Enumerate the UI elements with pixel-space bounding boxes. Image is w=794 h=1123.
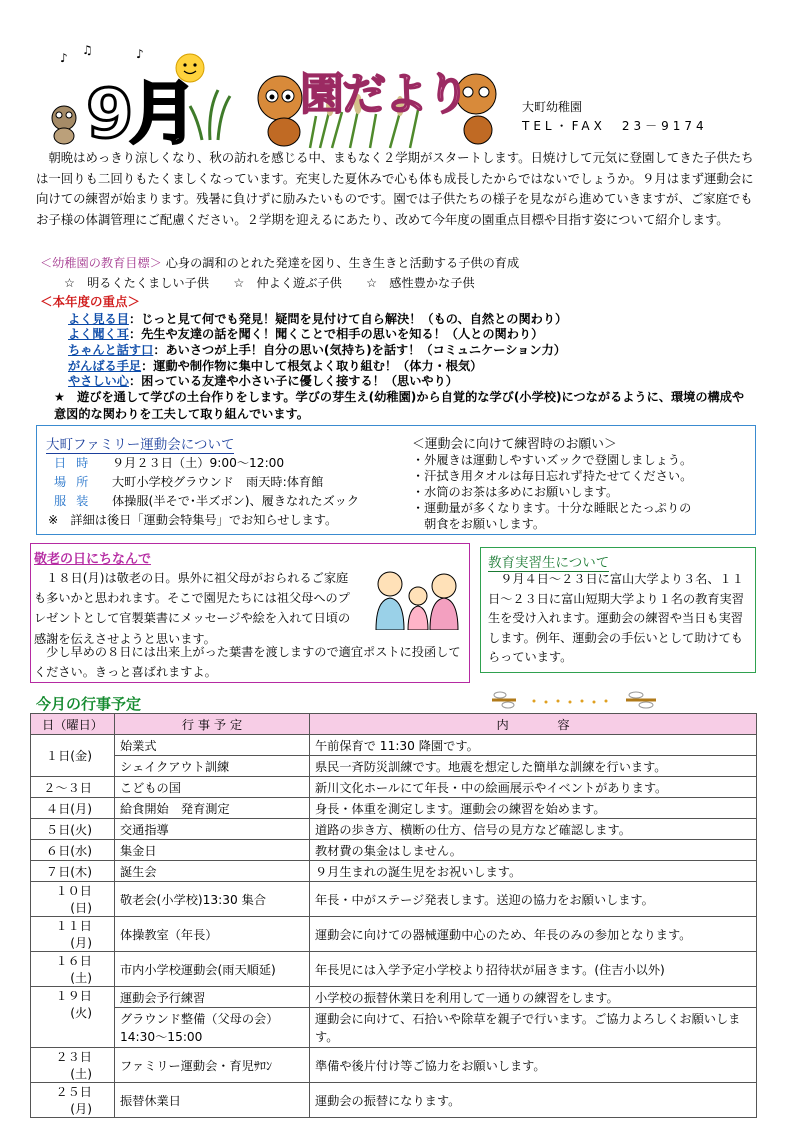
focus-text: ：困っている友達や小さい子に優しく接する！（思いやり） <box>128 374 458 388</box>
column-header-event: 行 事 予 定 <box>115 714 310 735</box>
sports-detail-date <box>54 454 284 471</box>
detail-label: 場所 <box>54 475 99 489</box>
detail-label: 服装 <box>54 494 99 508</box>
practice-request-item: ・外履きは運動しやすいズックで登園しましょう。 <box>412 453 693 467</box>
row-event: ファミリー運動会・育児ｻﾛﾝ <box>115 1048 310 1083</box>
schedule-header-row <box>31 714 757 735</box>
detail-label: 日時 <box>54 456 99 470</box>
row-date: ２５日(月) <box>31 1083 115 1118</box>
focus-item <box>68 341 566 358</box>
row-detail: 県民一斉防災訓練です。地震を想定した簡単な訓練を行います。 <box>310 756 757 777</box>
row-date: ４日(月) <box>31 798 115 819</box>
practicum-body: ９月４日～２３日に富山大学より３名、１１日～２３日に富山短期大学より１名の教育実習生を受け入れます。運動会の練習や当日も実習します。例年、運動会の手伝いとして助けてもらっています。 <box>488 572 744 665</box>
row-event: シェイクアウト訓練 <box>115 756 310 777</box>
detail-value: 体操服(半そで･半ズボン)、履きなれたズック <box>112 494 360 508</box>
sports-detail-clothing <box>54 492 359 509</box>
column-header-detail: 内 容 <box>310 714 757 735</box>
row-detail: ９月生まれの誕生児をお祝いします。 <box>310 861 757 882</box>
focus-item <box>68 325 543 342</box>
grandparents-illustration-icon <box>370 566 464 630</box>
table-row <box>31 840 757 861</box>
header <box>0 0 794 154</box>
sports-day-title: 大町ファミリー運動会について <box>46 433 234 454</box>
row-detail: 年長・中がステージ発表します。送迎の協力をお願いします。 <box>310 882 757 917</box>
table-row <box>31 735 757 756</box>
sports-detail-place <box>54 473 323 490</box>
education-goals <box>40 254 519 271</box>
row-event: 始業式 <box>115 735 310 756</box>
table-row <box>31 882 757 917</box>
row-event: 誕生会 <box>115 861 310 882</box>
respect-aged-day-body: １８日(月)は敬老の日。県外に祖父母がおられるご家庭も多いかと思われます。そこで園児たちには祖父母へのプレゼントとして官製葉書にメッセージや絵を入れて日頃の感謝を伝えさせようと思います。 <box>34 571 351 646</box>
table-row <box>31 756 757 777</box>
focus-text: ：先生や友達の話を聞く！聞くことで相手の思いを知る！（人との関わり） <box>128 327 544 341</box>
row-detail: 準備や後片付け等ご協力をお願いします。 <box>310 1048 757 1083</box>
education-goals-list: ☆ 明るくたくましい子供 ☆ 仲よく遊ぶ子供 ☆ 感性豊かな子供 <box>64 276 475 290</box>
focus-item <box>68 372 458 389</box>
row-event: 給食開始 発育測定 <box>115 798 310 819</box>
table-row <box>31 777 757 798</box>
education-goals-heading: ＜幼稚園の教育目標＞ <box>40 256 162 270</box>
table-row <box>31 861 757 882</box>
table-row <box>31 917 757 952</box>
newsletter-title: 園だより <box>300 69 468 120</box>
row-date: １１日(月) <box>31 917 115 952</box>
row-detail: 年長児には入学予定小学校より招待状が届きます。(住吉小以外) <box>310 952 757 987</box>
row-event: 交通指導 <box>115 819 310 840</box>
row-date: １９日(火) <box>31 987 115 1048</box>
row-event: 体操教室（年長） <box>115 917 310 952</box>
svg-text:♫: ♫ <box>82 43 93 57</box>
practice-request-item: ・水筒のお茶は多めにお願いします。 <box>412 485 619 499</box>
education-goals-text: 心身の調和のとれた発達を図り、生き生きと活動する子供の育成 <box>165 256 520 270</box>
table-row <box>31 1048 757 1083</box>
respect-aged-day-tail: 少し早めの８日には出来上がった葉書を渡しますので適宜ポストに投函してください。きっと喜ばれますよ。 <box>34 645 461 680</box>
row-detail: 小学校の振替休業日を利用して一通りの練習をします。 <box>310 987 757 1008</box>
focus-key: ちゃんと話す口 <box>68 343 154 357</box>
row-detail: 道路の歩き方、横断の仕方、信号の見方など確認します。 <box>310 819 757 840</box>
row-date: ２～３日 <box>31 777 115 798</box>
row-detail: 身長・体重を測定します。運動会の練習を始めます。 <box>310 798 757 819</box>
detail-value: 大町小学校グラウンド 雨天時:体育館 <box>112 475 324 489</box>
row-date: １６日(土) <box>31 952 115 987</box>
row-event: 敬老会(小学校)13:30 集合 <box>115 882 310 917</box>
row-detail: 教材費の集金はしません。 <box>310 840 757 861</box>
row-detail: 午前保育で 11:30 降園です。 <box>310 735 757 756</box>
detail-value: ９月２３日（土）9:00～12:00 <box>112 456 285 470</box>
row-event: 集金日 <box>115 840 310 861</box>
table-row <box>31 1083 757 1118</box>
row-event: グラウンド整備（父母の会）14:30～15:00 <box>115 1008 310 1048</box>
row-detail: 運動会に向けての器械運動中心のため、年長のみの参加となります。 <box>310 917 757 952</box>
row-date: ６日(水) <box>31 840 115 861</box>
focus-text: ：じっと見て何でも発見！疑問を見付けて自ら解決！（もの、自然との関わり） <box>128 312 568 326</box>
row-detail: 運動会に向けて、石拾いや除草を親子で行います。ご協力よろしくお願いします。 <box>310 1008 757 1048</box>
focus-key: がんばる手足 <box>68 359 142 373</box>
table-row <box>31 819 757 840</box>
row-event: 振替休業日 <box>115 1083 310 1118</box>
svg-text:♪: ♪ <box>60 51 68 65</box>
practice-request-item: ・汗拭き用タオルは毎日忘れず持たせてください。 <box>412 469 693 483</box>
focus-key: よく聞く耳 <box>68 327 129 341</box>
row-event: こどもの国 <box>115 777 310 798</box>
row-detail: 新川文化ホールにて年長・中の絵画展示やイベントがあります。 <box>310 777 757 798</box>
row-date: １日(金) <box>31 735 115 777</box>
focus-text: ：あいさつが上手！自分の思い(気持ち)を話す！（コミュニケーション力） <box>153 343 566 357</box>
table-row <box>31 952 757 987</box>
practice-request-item: 朝食をお願いします。 <box>412 517 546 531</box>
row-event: 市内小学校運動会(雨天順延) <box>115 952 310 987</box>
intro-paragraph: 朝晩はめっきり涼しくなり、秋の訪れを感じる中、まもなく２学期がスタートします。日焼けして元気に登園してきた子供たちは一回りも二回りもたくましくなっています。充実した夏休みで心も体も成長したからではないでしょうか。９月はまず運動会に向けての練習が始まります。残暑に負けずに励みたいものです。園では子供たちの様子を見ながら進めていきますが、ご家庭でもお子様の体調管理にご配慮ください。２学期を迎えるにあたり、改めて今年度の園重点目標や目指す姿について紹介します。 <box>36 150 754 227</box>
kindergarten-name: 大町幼稚園 <box>522 100 583 114</box>
focus-note: ★ 遊びを通して学びの土台作りをします。学びの芽生え(幼稚園)から自覚的な学び(小学校)につながるように、環境の構成や意図的な関わりを工夫して取り組んでいます。 <box>54 390 745 421</box>
svg-text:♪: ♪ <box>136 47 144 61</box>
row-date: ２３日(土) <box>31 1048 115 1083</box>
row-detail: 運動会の振替になります。 <box>310 1083 757 1118</box>
practicum-title: 教育実習生について <box>488 551 609 572</box>
row-date: ５日(火) <box>31 819 115 840</box>
schedule-table <box>30 713 757 1118</box>
sports-note: ※ 詳細は後日「運動会特集号」でお知らせします。 <box>48 513 338 527</box>
table-row <box>31 987 757 1008</box>
schedule-heading: 今月の行事予定 <box>36 695 142 713</box>
row-date: ７日(木) <box>31 861 115 882</box>
row-event: 運動会予行練習 <box>115 987 310 1008</box>
row-date: １０日(日) <box>31 882 115 917</box>
table-row <box>31 1008 757 1048</box>
tel-fax: TEL・FAX 23－9174 <box>522 119 708 133</box>
month-heading: 9月 <box>86 75 194 154</box>
focus-text: ：運動や制作物に集中して根気よく取り組む！（体力・根気） <box>141 359 483 373</box>
dragonfly-decoration-icon <box>486 690 666 710</box>
practice-request-heading: ＜運動会に向けて練習時のお願い＞ <box>412 437 617 452</box>
focus-key: やさしい心 <box>68 374 129 388</box>
focus-key: よく見る目 <box>68 312 129 326</box>
respect-aged-day-title: 敬老の日にちなんで <box>34 552 152 567</box>
practice-request-item: ・運動量が多くなります。十分な睡眠とたっぷりの <box>412 501 692 515</box>
column-header-date: 日（曜日） <box>31 714 115 735</box>
focus-heading: ＜本年度の重点＞ <box>40 294 141 309</box>
table-row <box>31 798 757 819</box>
